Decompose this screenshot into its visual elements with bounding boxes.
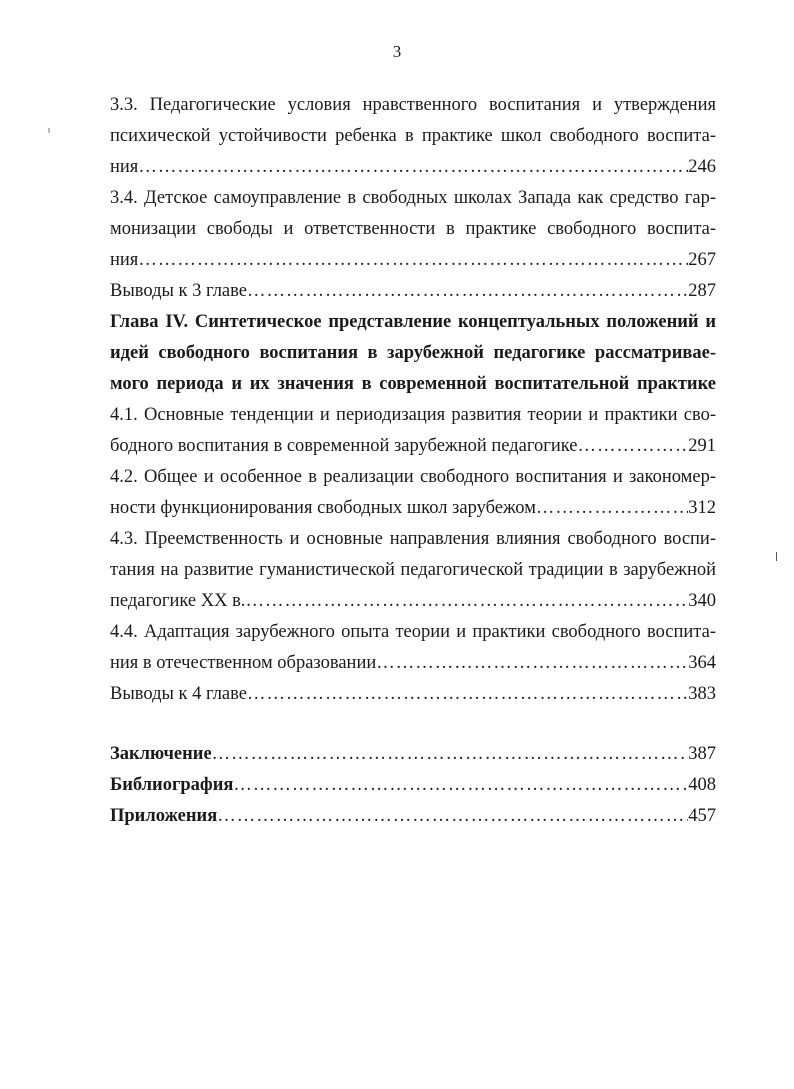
toc-entry-line: психической устойчивости ребенка в практике школ свободного воспита- [110,126,716,146]
scan-speck [48,128,50,133]
toc-entry-line [110,648,716,679]
toc-page-number: 340 [688,591,716,611]
leader-dots [138,152,688,183]
toc-entry-line [110,586,716,617]
leader-dots [247,679,688,710]
toc-entry-title: Библиография [110,775,234,795]
toc-entry-appendices[interactable] [110,801,716,832]
page-number: 3 [392,42,402,61]
toc-entry-4-1[interactable] [110,400,716,462]
toc-entry-tail: ности функционирования свободных школ зарубежом [110,498,536,518]
leader-dots [577,431,688,462]
toc-entry-line [110,739,716,770]
toc-entry-line [110,245,716,276]
leader-dots [536,493,688,524]
leader-dots [245,586,688,617]
toc-entry-tail: бодного воспитания в современной зарубежной педагогике [110,436,578,456]
toc-chapter-4-heading[interactable] [110,307,716,400]
toc-entry-line [110,801,716,832]
toc-entry-4-2[interactable] [110,462,716,524]
toc-page-number: 246 [688,157,716,177]
toc-entry-line: 3.3. Педагогические условия нравственного воспитания и утверждения [110,95,716,115]
toc-entry-tail: ния [110,250,139,270]
leader-dots [247,276,688,307]
toc-entry-line: идей свободного воспитания в зарубежной педагогике рассматривае- [110,343,716,363]
toc-entry-conclusion[interactable] [110,739,716,770]
toc-entry-4-3[interactable] [110,524,716,617]
toc-page-number: 383 [688,684,716,704]
toc-entry-tail: ния в отечественном образовании [110,653,377,673]
toc-entry-line [110,770,716,801]
toc-entry-chapter3-conclusions[interactable] [110,276,716,307]
toc-page-number: 291 [688,436,716,456]
toc-page-number: 387 [688,744,716,764]
leader-dots [212,739,689,770]
toc-entry-3-4[interactable] [110,183,716,276]
toc-entry-line [110,152,716,183]
toc-entry-title: Заключение [110,744,212,764]
toc-entry-line: 4.4. Адаптация зарубежного опыта теории и практики свободного воспита- [110,622,716,642]
toc-entry-line: мого периода и их значения в современной воспитательной практике [110,374,716,394]
leader-dots [233,770,688,801]
toc-entry-line [110,679,716,710]
leader-dots [138,245,688,276]
toc-page-number: 457 [688,806,716,826]
toc-page-number: 408 [688,775,716,795]
toc-entry-tail: педагогике XX в. [110,591,246,611]
toc-page-number: 267 [688,250,716,270]
toc-entry-line: 4.3. Преемственность и основные направления влияния свободного воспи- [110,529,716,549]
toc-entry-bibliography[interactable] [110,770,716,801]
toc-entry-tail: Выводы к 4 главе [110,684,247,704]
toc-entry-tail: ния [110,157,139,177]
toc-entry-line: тания на развитие гуманистической педагогической традиции в зарубежной [110,560,716,580]
toc-entry-line: Глава IV. Синтетическое представление концептуальных положений и [110,312,716,332]
toc-entry-line: 4.1. Основные тенденции и периодизация развития теории и практики сво- [110,405,716,425]
toc-entry-3-3[interactable] [110,90,716,183]
toc-page-number: 312 [688,498,716,518]
toc-entry-line: 4.2. Общее и особенное в реализации свободного воспитания и закономер- [110,467,716,487]
toc-entry-tail: Выводы к 3 главе [110,281,247,301]
toc-entry-4-4[interactable] [110,617,716,679]
toc-entry-line: 3.4. Детское самоуправление в свободных школах Запада как средство гар- [110,188,716,208]
table-of-contents [110,90,716,832]
leader-dots [376,648,688,679]
toc-entry-line: монизации свободы и ответственности в практике свободного воспита- [110,219,716,239]
leader-dots [217,801,688,832]
toc-page-number: 287 [688,281,716,301]
toc-entry-title: Приложения [110,806,218,826]
toc-page-number: 364 [688,653,716,673]
toc-entry-line [110,493,716,524]
scan-mark [776,552,780,561]
toc-entry-line [110,431,716,462]
toc-entry-chapter4-conclusions[interactable] [110,679,716,710]
section-spacer [110,710,716,739]
toc-entry-line [110,276,716,307]
